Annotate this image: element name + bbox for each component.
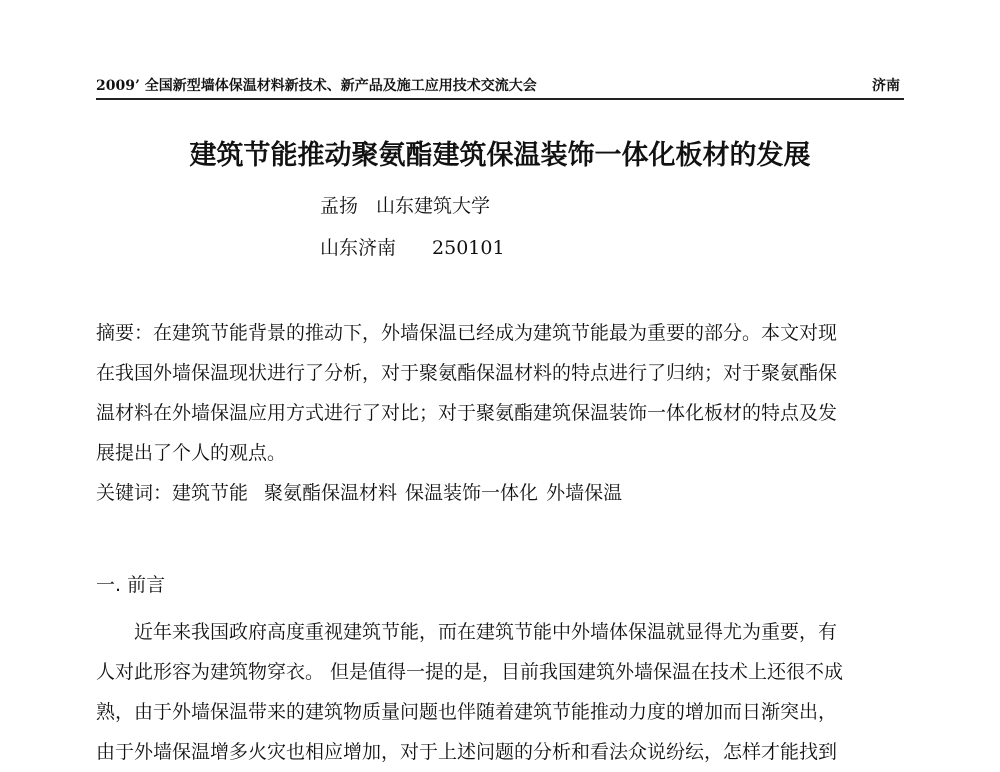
abstract-line: 温材料在外墙保温应用方式进行了对比；对于聚氨酯建筑保温装饰一体化板材的特点及发 bbox=[96, 402, 838, 424]
postcode: 250101 bbox=[432, 237, 505, 259]
body-line: 由于外墙保温增多火灾也相应增加，对于上述问题的分析和看法众说纷纭，怎样才能找到 bbox=[96, 741, 838, 763]
conference-name: 2009’ 全国新型墙体保温材料新技术、新产品及施工应用技术交流大会 bbox=[96, 78, 537, 94]
body-line: 熟，由于外墙保温带来的建筑物质量问题也伴随着建筑节能推动力度的增加而日渐突出， bbox=[96, 701, 838, 723]
keyword: 建筑节能 bbox=[172, 482, 249, 504]
abstract-line: 展提出了个人的观点。 bbox=[96, 442, 287, 464]
abstract-line: 在我国外墙保温现状进行了分析，对于聚氨酯保温材料的特点进行了归纳；对于聚氨酯保 bbox=[96, 362, 838, 384]
conference-location: 济南 bbox=[872, 78, 900, 94]
paper-title: 建筑节能推动聚氨酯建筑保温装饰一体化板材的发展 bbox=[189, 140, 811, 171]
author-name: 孟扬 bbox=[320, 195, 359, 217]
running-header bbox=[96, 76, 904, 100]
keyword: 外墙保温 bbox=[546, 482, 623, 504]
body-line: 近年来我国政府高度重视建筑节能，而在建筑节能中外墙体保温就显得尤为重要，有 bbox=[134, 621, 838, 643]
keywords bbox=[96, 473, 908, 513]
abstract-label: 摘要： bbox=[96, 322, 154, 344]
abstract bbox=[96, 313, 908, 513]
affiliation: 山东建筑大学 bbox=[376, 195, 491, 217]
abstract-line: 摘要：在建筑节能背景的推动下，外墙保温已经成为建筑节能最为重要的部分。本文对现 bbox=[96, 322, 838, 344]
address-line bbox=[320, 235, 505, 261]
keyword: 聚氨酯保温材料 bbox=[264, 482, 398, 504]
city: 山东济南 bbox=[320, 237, 397, 259]
body-line: 人对此形容为建筑物穿衣。 但是值得一提的是，目前我国建筑外墙保温在技术上还很不成 bbox=[96, 661, 844, 683]
author-affiliation-line bbox=[320, 193, 490, 219]
keywords-label: 关键词： bbox=[96, 482, 173, 504]
section-body bbox=[96, 612, 908, 772]
section-heading: 一. 前言 bbox=[96, 574, 166, 596]
keyword: 保温装饰一体化 bbox=[405, 482, 539, 504]
